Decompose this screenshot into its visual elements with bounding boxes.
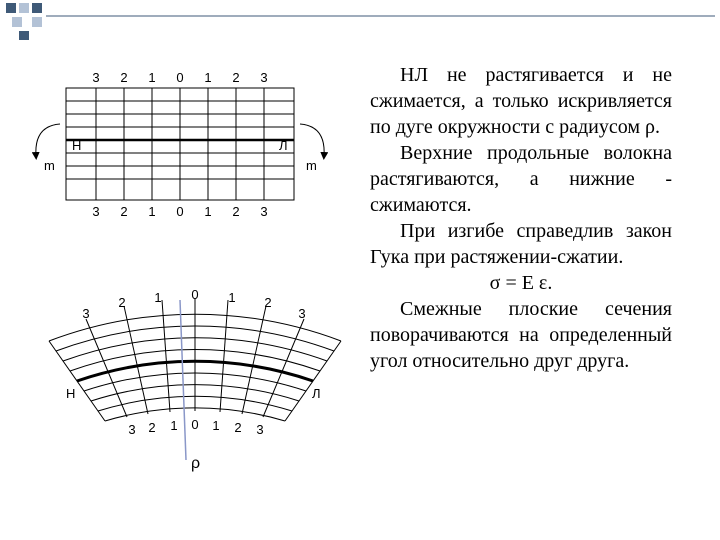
curved-tick-bottom-3: 0 (191, 417, 199, 432)
axis-label-left: Н (72, 138, 82, 153)
curved-axis-label-right: Л (312, 386, 321, 401)
axis-label-right: Л (279, 138, 288, 153)
tick-bottom-6: 3 (260, 204, 268, 219)
paragraph-neutral-line: НЛ не растягивается и не сжимается, а только искривляется по дуге окружности с радиусом ρ. (370, 64, 672, 138)
tick-top-1: 2 (120, 70, 128, 85)
curved-tick-bottom-4: 1 (212, 418, 220, 433)
curved-tick-top-4: 1 (228, 290, 236, 305)
moment-label-right: m (306, 158, 317, 173)
tick-top-5: 2 (232, 70, 240, 85)
tick-top-2: 1 (148, 70, 156, 85)
curved-tick-bottom-5: 2 (234, 420, 242, 435)
curved-tick-top-2: 1 (154, 290, 162, 305)
straight-beam-grid (66, 88, 294, 200)
moment-arrow-right-icon (300, 124, 324, 156)
explanation-text (370, 62, 672, 374)
radius-label: ρ (191, 455, 201, 472)
curved-axis-label-left: Н (66, 386, 76, 401)
tick-top-6: 3 (260, 70, 268, 85)
curved-tick-bottom-1: 2 (148, 420, 156, 435)
formula: σ = Е ε. (489, 272, 553, 294)
curved-tick-top-3: 0 (191, 287, 199, 302)
tick-bottom-5: 2 (232, 204, 240, 219)
curved-beam-grid (49, 298, 341, 421)
moment-label-left: m (44, 158, 55, 173)
tick-bottom-4: 1 (204, 204, 212, 219)
curved-tick-bottom-6: 3 (256, 422, 264, 437)
paragraph-hooke-law: При изгибе справедлив закон Гука при растяжении-сжатии. (370, 220, 672, 268)
curved-tick-top-1: 2 (118, 295, 126, 310)
curved-tick-top-5: 2 (264, 295, 272, 310)
curved-tick-bottom-0: 3 (128, 422, 136, 437)
radius-line (180, 300, 186, 460)
tick-bottom-3: 0 (176, 204, 184, 219)
curved-tick-top-0: 3 (82, 306, 90, 321)
tick-top-3: 0 (176, 70, 184, 85)
paragraph-sections: Смежные плоские сечения поворачиваются на определенный угол относительно друг друга. (370, 298, 672, 372)
tick-top-0: 3 (92, 70, 100, 85)
curved-tick-bottom-2: 1 (170, 418, 178, 433)
tick-bottom-2: 1 (148, 204, 156, 219)
moment-arrow-left-icon (36, 124, 60, 156)
paragraph-fibers: Верхние продольные волокна растягиваются, а нижние - сжимаются. (370, 142, 672, 216)
tick-bottom-0: 3 (92, 204, 100, 219)
tick-top-4: 1 (204, 70, 212, 85)
curved-tick-top-6: 3 (298, 306, 306, 321)
tick-bottom-1: 2 (120, 204, 128, 219)
